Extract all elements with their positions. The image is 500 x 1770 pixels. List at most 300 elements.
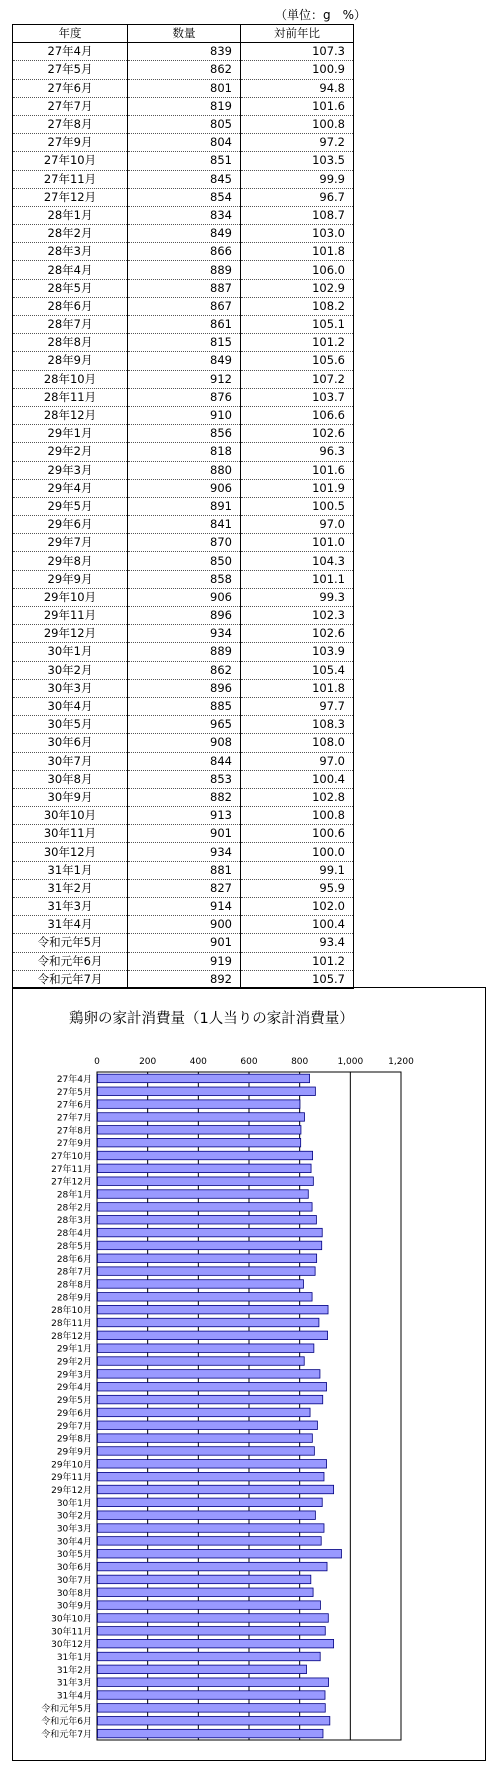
cell-yoy: 103.7 — [241, 388, 354, 406]
y-category-label: 令和元年5月 — [41, 1704, 92, 1715]
y-category-label: 30年6月 — [56, 1563, 92, 1574]
cell-yoy: 103.5 — [241, 152, 354, 170]
y-category-label: 29年9月 — [56, 1447, 92, 1458]
cell-year: 28年6月 — [13, 297, 128, 315]
bar — [98, 1408, 311, 1416]
y-category-label: 29年6月 — [56, 1408, 92, 1419]
cell-quantity: 818 — [128, 443, 241, 461]
cell-quantity: 815 — [128, 334, 241, 352]
y-category-label: 29年1月 — [56, 1344, 92, 1355]
cell-year: 27年10月 — [13, 152, 128, 170]
cell-year: 31年2月 — [13, 879, 128, 897]
cell-year: 29年11月 — [13, 607, 128, 625]
table-row — [13, 406, 354, 424]
y-category-label: 30年1月 — [56, 1498, 92, 1509]
table-row — [13, 43, 354, 61]
table-row — [13, 843, 354, 861]
table-row — [13, 807, 354, 825]
cell-yoy: 97.2 — [241, 134, 354, 152]
table-row — [13, 534, 354, 552]
bar — [98, 1447, 315, 1455]
cell-year: 29年12月 — [13, 625, 128, 643]
table-row — [13, 607, 354, 625]
cell-yoy: 103.9 — [241, 643, 354, 661]
cell-year: 29年10月 — [13, 588, 128, 606]
y-category-label: 27年6月 — [56, 1100, 92, 1111]
table-row — [13, 516, 354, 534]
cell-quantity: 851 — [128, 152, 241, 170]
cell-year: 29年5月 — [13, 497, 128, 515]
cell-yoy: 105.7 — [241, 970, 354, 988]
x-tick-label: 400 — [189, 1057, 207, 1067]
cell-year: 28年11月 — [13, 388, 128, 406]
cell-yoy: 105.1 — [241, 316, 354, 334]
cell-yoy: 108.3 — [241, 716, 354, 734]
cell-yoy: 102.6 — [241, 425, 354, 443]
bar — [98, 1395, 323, 1403]
table-row — [13, 970, 354, 988]
cell-quantity: 856 — [128, 425, 241, 443]
cell-yoy: 106.0 — [241, 261, 354, 279]
cell-quantity: 854 — [128, 188, 241, 206]
y-category-label: 30年7月 — [56, 1575, 92, 1586]
cell-quantity: 914 — [128, 898, 241, 916]
bar — [98, 1498, 323, 1506]
cell-year: 30年11月 — [13, 825, 128, 843]
cell-yoy: 102.9 — [241, 279, 354, 297]
cell-yoy: 107.2 — [241, 370, 354, 388]
cell-yoy: 101.2 — [241, 952, 354, 970]
cell-quantity: 866 — [128, 243, 241, 261]
cell-yoy: 94.8 — [241, 79, 354, 97]
cell-year: 29年9月 — [13, 570, 128, 588]
cell-year: 28年1月 — [13, 206, 128, 224]
cell-quantity: 892 — [128, 970, 241, 988]
bar — [98, 1460, 327, 1468]
table-row — [13, 879, 354, 897]
y-category-label: 28年4月 — [56, 1229, 92, 1240]
header-year: 年度 — [13, 25, 128, 43]
cell-yoy: 102.0 — [241, 898, 354, 916]
y-category-label: 28年11月 — [51, 1319, 92, 1329]
y-category-label: 27年9月 — [56, 1139, 92, 1150]
bar — [98, 1280, 304, 1288]
y-category-label: 30年12月 — [51, 1640, 92, 1651]
cell-year: 27年8月 — [13, 115, 128, 133]
bar — [98, 1370, 320, 1378]
cell-year: 令和元年7月 — [13, 970, 128, 988]
cell-year: 28年5月 — [13, 279, 128, 297]
table-row — [13, 716, 354, 734]
y-category-label: 31年1月 — [56, 1653, 92, 1663]
bar — [98, 1254, 317, 1262]
cell-year: 28年8月 — [13, 334, 128, 352]
cell-quantity: 912 — [128, 370, 241, 388]
x-tick-label: 600 — [240, 1057, 258, 1067]
y-category-label: 27年10月 — [51, 1152, 92, 1162]
y-category-label: 27年4月 — [56, 1074, 92, 1085]
bar — [98, 1575, 311, 1583]
cell-yoy: 107.3 — [241, 43, 354, 61]
y-category-label: 30年4月 — [56, 1537, 92, 1548]
table-row — [13, 588, 354, 606]
x-tick-label: 0 — [94, 1057, 100, 1067]
cell-year: 29年3月 — [13, 461, 128, 479]
cell-yoy: 97.0 — [241, 752, 354, 770]
table-row — [13, 479, 354, 497]
bar — [98, 1537, 322, 1545]
bar — [98, 1331, 328, 1339]
table-row — [13, 497, 354, 515]
table-row — [13, 352, 354, 370]
cell-yoy: 108.7 — [241, 206, 354, 224]
y-category-label: 令和元年7月 — [41, 1730, 92, 1741]
y-category-label: 28年5月 — [56, 1241, 92, 1252]
y-category-label: 27年5月 — [56, 1087, 92, 1098]
y-category-label: 29年10月 — [51, 1460, 92, 1471]
cell-quantity: 805 — [128, 115, 241, 133]
y-category-label: 30年5月 — [56, 1550, 92, 1561]
bar — [98, 1691, 326, 1699]
bar — [98, 1151, 313, 1159]
cell-year: 30年2月 — [13, 661, 128, 679]
table-row — [13, 679, 354, 697]
cell-quantity: 934 — [128, 625, 241, 643]
y-category-label: 30年8月 — [56, 1588, 92, 1599]
cell-year: 30年1月 — [13, 643, 128, 661]
cell-yoy: 101.0 — [241, 534, 354, 552]
table-row — [13, 316, 354, 334]
bar — [98, 1357, 305, 1365]
bar — [98, 1549, 342, 1557]
cell-yoy: 100.0 — [241, 843, 354, 861]
cell-yoy: 100.8 — [241, 807, 354, 825]
cell-year: 28年7月 — [13, 316, 128, 334]
cell-year: 27年9月 — [13, 134, 128, 152]
cell-year: 27年7月 — [13, 97, 128, 115]
y-category-label: 29年12月 — [51, 1486, 92, 1496]
cell-year: 30年3月 — [13, 679, 128, 697]
cell-yoy: 105.4 — [241, 661, 354, 679]
table-row — [13, 861, 354, 879]
cell-yoy: 101.1 — [241, 570, 354, 588]
cell-quantity: 853 — [128, 770, 241, 788]
cell-quantity: 901 — [128, 825, 241, 843]
cell-year: 30年8月 — [13, 770, 128, 788]
bar — [98, 1421, 318, 1429]
cell-quantity: 896 — [128, 607, 241, 625]
unit-label: （単位：g %） — [275, 8, 367, 22]
cell-quantity: 889 — [128, 643, 241, 661]
cell-yoy: 96.7 — [241, 188, 354, 206]
y-category-label: 28年3月 — [56, 1216, 92, 1227]
cell-year: 令和元年5月 — [13, 934, 128, 952]
cell-quantity: 896 — [128, 679, 241, 697]
cell-yoy: 101.2 — [241, 334, 354, 352]
table-row — [13, 661, 354, 679]
bar — [98, 1344, 314, 1352]
cell-year: 28年12月 — [13, 406, 128, 424]
cell-quantity: 849 — [128, 225, 241, 243]
cell-year: 30年9月 — [13, 788, 128, 806]
bar — [98, 1203, 313, 1211]
y-category-label: 28年10月 — [51, 1306, 92, 1317]
header-quantity: 数量 — [128, 25, 241, 43]
cell-yoy: 105.6 — [241, 352, 354, 370]
cell-quantity: 880 — [128, 461, 241, 479]
cell-year: 27年4月 — [13, 43, 128, 61]
y-category-label: 29年2月 — [56, 1357, 92, 1368]
cell-yoy: 99.9 — [241, 170, 354, 188]
bar — [98, 1164, 312, 1172]
table-row — [13, 916, 354, 934]
y-category-label: 30年11月 — [51, 1627, 92, 1638]
table-row — [13, 734, 354, 752]
header-yoy: 対前年比 — [241, 25, 354, 43]
cell-year: 28年10月 — [13, 370, 128, 388]
cell-yoy: 100.5 — [241, 497, 354, 515]
cell-quantity: 839 — [128, 43, 241, 61]
table-row — [13, 952, 354, 970]
y-category-label: 31年3月 — [56, 1678, 92, 1689]
table-row — [13, 297, 354, 315]
table-row — [13, 261, 354, 279]
y-category-label: 29年3月 — [56, 1370, 92, 1381]
x-tick-label: 1,200 — [388, 1057, 414, 1067]
table-row — [13, 625, 354, 643]
y-category-label: 28年8月 — [56, 1280, 92, 1291]
bar — [98, 1267, 316, 1275]
bar — [98, 1472, 324, 1480]
bar — [98, 1665, 307, 1673]
bar — [98, 1293, 313, 1301]
table-row — [13, 697, 354, 715]
cell-yoy: 102.3 — [241, 607, 354, 625]
table-row — [13, 79, 354, 97]
cell-quantity: 861 — [128, 316, 241, 334]
cell-quantity: 891 — [128, 497, 241, 515]
cell-year: 29年2月 — [13, 443, 128, 461]
cell-quantity: 870 — [128, 534, 241, 552]
bar — [98, 1704, 326, 1712]
cell-year: 令和元年6月 — [13, 952, 128, 970]
x-tick-label: 800 — [291, 1057, 309, 1067]
cell-year: 28年2月 — [13, 225, 128, 243]
bar — [98, 1601, 321, 1609]
cell-quantity: 906 — [128, 588, 241, 606]
cell-year: 27年6月 — [13, 79, 128, 97]
y-category-label: 令和元年6月 — [41, 1717, 92, 1728]
table-row — [13, 134, 354, 152]
cell-quantity: 834 — [128, 206, 241, 224]
y-category-label: 29年7月 — [56, 1421, 92, 1432]
cell-yoy: 97.7 — [241, 697, 354, 715]
cell-quantity: 844 — [128, 752, 241, 770]
bar — [98, 1614, 329, 1622]
bar — [98, 1639, 334, 1647]
cell-quantity: 819 — [128, 97, 241, 115]
y-category-label: 28年6月 — [56, 1254, 92, 1265]
table-row — [13, 770, 354, 788]
cell-year: 30年12月 — [13, 843, 128, 861]
cell-quantity: 850 — [128, 552, 241, 570]
table-row — [13, 334, 354, 352]
cell-yoy: 100.4 — [241, 916, 354, 934]
cell-quantity: 889 — [128, 261, 241, 279]
table-row — [13, 570, 354, 588]
table-header-row — [13, 25, 354, 43]
cell-quantity: 845 — [128, 170, 241, 188]
bar — [98, 1382, 327, 1390]
table-row — [13, 170, 354, 188]
bar — [98, 1627, 326, 1635]
cell-year: 30年10月 — [13, 807, 128, 825]
table-row — [13, 115, 354, 133]
cell-quantity: 841 — [128, 516, 241, 534]
y-category-label: 28年12月 — [51, 1331, 92, 1342]
table-row — [13, 825, 354, 843]
y-category-label: 28年7月 — [56, 1267, 92, 1278]
data-table — [12, 24, 354, 989]
cell-yoy: 100.8 — [241, 115, 354, 133]
cell-yoy: 100.9 — [241, 61, 354, 79]
y-category-label: 30年9月 — [56, 1601, 92, 1612]
y-category-label: 31年4月 — [56, 1691, 92, 1702]
bar — [98, 1485, 334, 1493]
bar — [98, 1678, 329, 1686]
cell-year: 28年4月 — [13, 261, 128, 279]
cell-year: 30年6月 — [13, 734, 128, 752]
cell-quantity: 906 — [128, 479, 241, 497]
bar — [98, 1190, 309, 1198]
y-category-label: 30年2月 — [56, 1511, 92, 1522]
y-category-label: 28年2月 — [56, 1203, 92, 1214]
cell-quantity: 858 — [128, 570, 241, 588]
cell-yoy: 95.9 — [241, 879, 354, 897]
cell-yoy: 96.3 — [241, 443, 354, 461]
table-row — [13, 152, 354, 170]
table-row — [13, 225, 354, 243]
cell-quantity: 849 — [128, 352, 241, 370]
cell-yoy: 102.6 — [241, 625, 354, 643]
cell-quantity: 881 — [128, 861, 241, 879]
cell-yoy: 101.8 — [241, 243, 354, 261]
cell-yoy: 100.6 — [241, 825, 354, 843]
table-row — [13, 461, 354, 479]
bar — [98, 1716, 330, 1724]
cell-quantity: 919 — [128, 952, 241, 970]
bar — [98, 1562, 328, 1570]
y-category-label: 29年11月 — [51, 1473, 92, 1484]
cell-year: 27年11月 — [13, 170, 128, 188]
cell-quantity: 934 — [128, 843, 241, 861]
bar — [98, 1074, 310, 1082]
table-row — [13, 370, 354, 388]
cell-year: 29年7月 — [13, 534, 128, 552]
bar — [98, 1228, 323, 1236]
x-tick-label: 1,000 — [337, 1057, 364, 1067]
cell-quantity: 908 — [128, 734, 241, 752]
cell-year: 30年7月 — [13, 752, 128, 770]
table-row — [13, 188, 354, 206]
table-row — [13, 752, 354, 770]
bar — [98, 1241, 322, 1249]
cell-quantity: 901 — [128, 934, 241, 952]
cell-yoy: 99.3 — [241, 588, 354, 606]
y-category-label: 30年3月 — [56, 1524, 92, 1535]
cell-year: 29年4月 — [13, 479, 128, 497]
table-row — [13, 934, 354, 952]
cell-quantity: 913 — [128, 807, 241, 825]
bar-chart — [13, 988, 485, 1760]
y-category-label: 27年8月 — [56, 1126, 92, 1137]
cell-yoy: 99.1 — [241, 861, 354, 879]
chart-title: 鶏卵の家計消費量（1人当りの家計消費量） — [69, 1011, 354, 1027]
cell-year: 31年4月 — [13, 916, 128, 934]
bar — [98, 1138, 301, 1146]
cell-yoy: 108.2 — [241, 297, 354, 315]
cell-year: 30年5月 — [13, 716, 128, 734]
cell-quantity: 867 — [128, 297, 241, 315]
y-category-label: 29年5月 — [56, 1396, 92, 1407]
cell-yoy: 101.9 — [241, 479, 354, 497]
table-row — [13, 898, 354, 916]
bar — [98, 1318, 319, 1326]
cell-yoy: 100.4 — [241, 770, 354, 788]
cell-quantity: 965 — [128, 716, 241, 734]
table-row — [13, 552, 354, 570]
chart-frame — [12, 987, 486, 1761]
bar — [98, 1113, 305, 1121]
cell-yoy: 108.0 — [241, 734, 354, 752]
table-row — [13, 61, 354, 79]
cell-quantity: 862 — [128, 661, 241, 679]
cell-yoy: 103.0 — [241, 225, 354, 243]
bar — [98, 1100, 300, 1108]
cell-year: 29年8月 — [13, 552, 128, 570]
cell-year: 27年12月 — [13, 188, 128, 206]
y-category-label: 28年1月 — [56, 1190, 92, 1201]
y-category-label: 30年10月 — [51, 1614, 92, 1625]
cell-yoy: 93.4 — [241, 934, 354, 952]
bar — [98, 1215, 317, 1223]
table-row — [13, 788, 354, 806]
table-row — [13, 279, 354, 297]
bar — [98, 1652, 321, 1660]
cell-quantity: 882 — [128, 788, 241, 806]
cell-yoy: 104.3 — [241, 552, 354, 570]
bar — [98, 1305, 329, 1313]
cell-year: 27年5月 — [13, 61, 128, 79]
table-body — [13, 43, 354, 989]
bar — [98, 1511, 316, 1519]
bar — [98, 1177, 314, 1185]
table-row — [13, 97, 354, 115]
bar — [98, 1588, 314, 1596]
cell-yoy: 97.0 — [241, 516, 354, 534]
cell-yoy: 101.8 — [241, 679, 354, 697]
cell-yoy: 101.6 — [241, 97, 354, 115]
bar — [98, 1434, 313, 1442]
bar — [98, 1729, 323, 1737]
cell-quantity: 801 — [128, 79, 241, 97]
cell-year: 28年3月 — [13, 243, 128, 261]
table-row — [13, 206, 354, 224]
cell-quantity: 862 — [128, 61, 241, 79]
cell-quantity: 910 — [128, 406, 241, 424]
table-row — [13, 388, 354, 406]
table-row — [13, 425, 354, 443]
